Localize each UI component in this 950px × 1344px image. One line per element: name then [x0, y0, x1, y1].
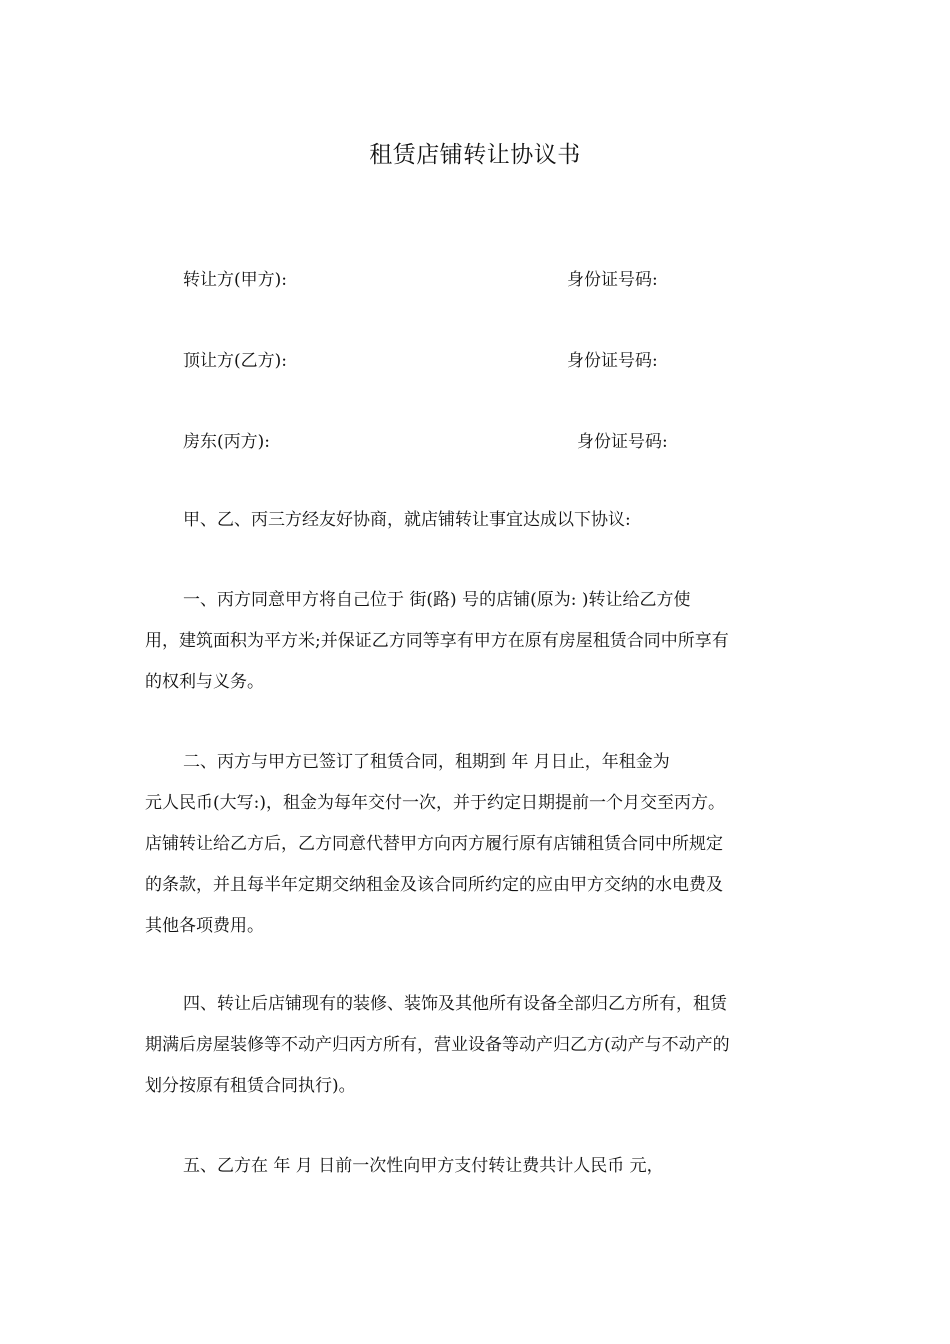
clause-2 — [145, 742, 810, 947]
party-row-landlord — [0, 427, 950, 453]
intro-line: 甲、乙、丙三方经友好协商，就店铺转让事宜达成以下协议: — [183, 510, 631, 530]
transferor-label: 转让方(甲方): — [183, 270, 287, 290]
clause-1-line: 用，建筑面积为平方米;并保证乙方同等享有甲方在原有房屋租赁合同中所享有 — [145, 631, 729, 651]
clause-2-line: 的条款，并且每半年定期交纳租金及该合同所约定的应由甲方交纳的水电费及 — [145, 875, 723, 895]
party-row-transferor — [0, 265, 950, 291]
intro-paragraph — [145, 500, 810, 541]
clause-2-line: 二、丙方与甲方已签订了租赁合同，租期到 年 月日止，年租金为 — [183, 752, 670, 772]
transferee-label: 顶让方(乙方): — [183, 351, 287, 371]
clause-2-line: 其他各项费用。 — [145, 916, 264, 936]
clause-2-line: 店铺转让给乙方后，乙方同意代替甲方向丙方履行原有店铺租赁合同中所规定 — [145, 834, 723, 854]
clause-4-line: 期满后房屋装修等不动产归丙方所有，营业设备等动产归乙方(动产与不动产的 — [145, 1035, 730, 1055]
landlord-id-label: 身份证号码: — [577, 432, 668, 452]
party-row-transferee — [0, 346, 950, 372]
clause-4 — [145, 984, 810, 1107]
document-title: 租赁店铺转让协议书 — [369, 142, 581, 168]
clause-4-line: 四、转让后店铺现有的装修、装饰及其他所有设备全部归乙方所有，租赁 — [183, 994, 727, 1014]
clause-1-line: 一、丙方同意甲方将自己位于 街(路) 号的店铺(原为: )转让给乙方使 — [183, 590, 691, 610]
clause-5-line: 五、乙方在 年 月 日前一次性向甲方支付转让费共计人民币 元， — [183, 1156, 664, 1176]
clause-4-line: 划分按原有租赁合同执行)。 — [145, 1076, 356, 1096]
clause-5 — [145, 1146, 810, 1187]
clause-1 — [145, 580, 810, 703]
clause-2-line: 元人民币(大写:)，租金为每年交付一次，并于约定日期提前一个月交至丙方。 — [145, 793, 725, 813]
transferor-id-label: 身份证号码: — [567, 270, 658, 290]
clause-1-line: 的权利与义务。 — [145, 672, 264, 692]
transferee-id-label: 身份证号码: — [567, 351, 658, 371]
landlord-label: 房东(丙方): — [183, 432, 270, 452]
